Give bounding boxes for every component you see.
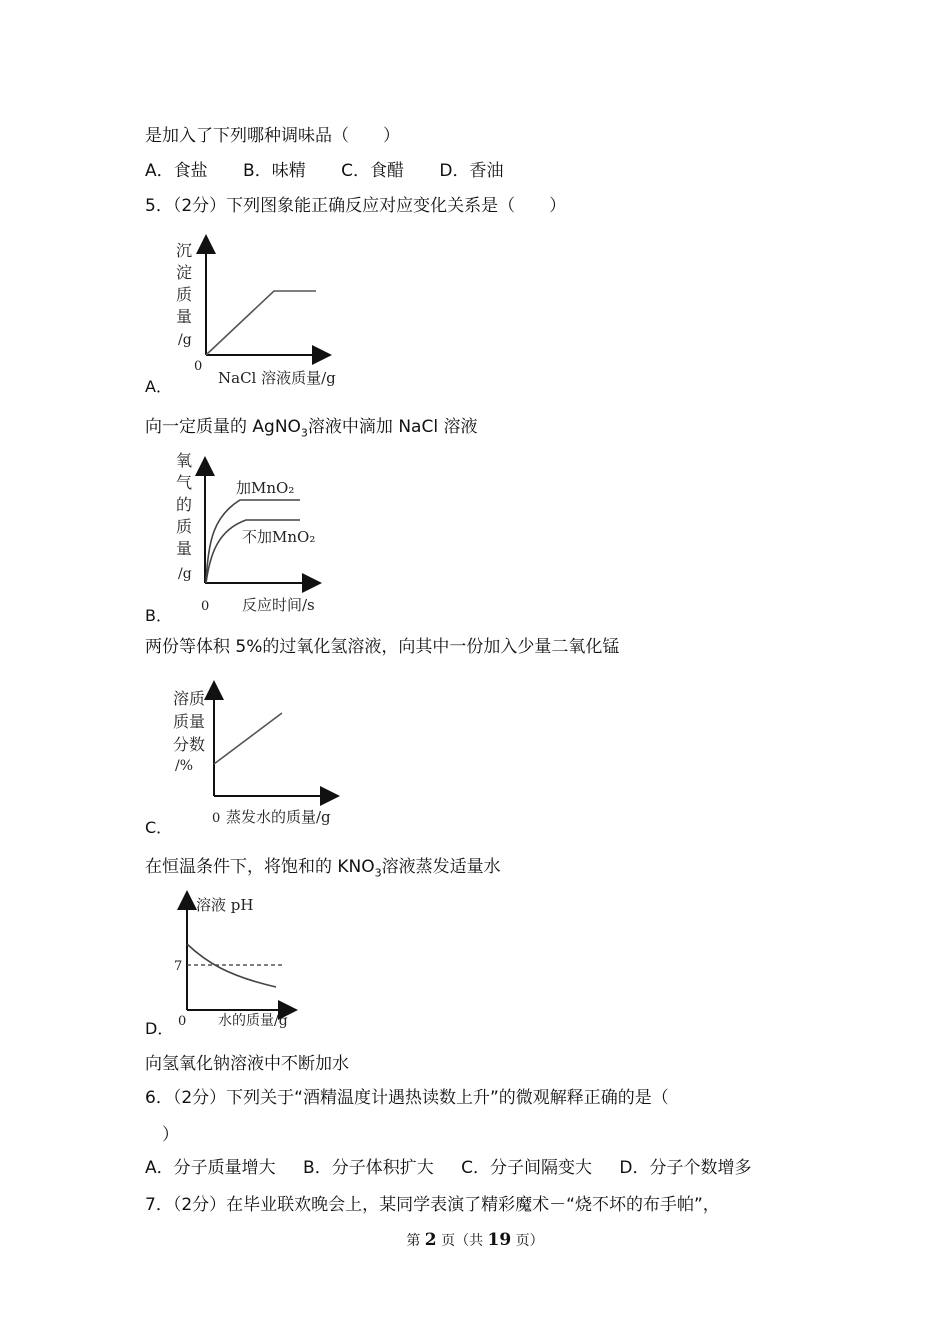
figure-d-origin: 0 — [178, 1014, 187, 1029]
q5-option-b-desc: 两份等体积 5%的过氧化氢溶液，向其中一份加入少量二氧化锰 — [145, 637, 620, 657]
figure-c-xlabel: 蒸发水的质量/g — [226, 808, 331, 826]
q4-stem-tail: 是加入了下列哪种调味品（ ） — [145, 126, 400, 146]
q5-option-b-letter: B． — [145, 606, 172, 625]
figure-b-origin: 0 — [201, 599, 210, 614]
q4-option-d: D．香油 — [439, 161, 504, 181]
q5-figure-a — [170, 238, 350, 388]
figure-c-desc-pre: 在恒温条件下，将饱和的 KNO — [145, 857, 375, 877]
page-footer — [0, 1230, 950, 1250]
q7-stem: 7．（2分）在毕业联欢晚会上，某同学表演了精彩魔术－“烧不坏的布手帕”， — [145, 1195, 720, 1215]
figure-c-ylabel-unit: /% — [175, 758, 194, 774]
q6-option-b: B．分子体积扩大 — [303, 1158, 434, 1178]
figure-a-ylabel-4: 量 — [176, 307, 193, 326]
figure-a-curve — [206, 291, 316, 355]
figure-c-ylabel-3: 分数 — [173, 735, 206, 754]
figure-a-graph — [170, 238, 350, 388]
q5-option-d-desc: 向氢氧化钠溶液中不断加水 — [145, 1054, 349, 1074]
figure-b-ylabel-2: 气 — [176, 473, 193, 492]
q5-figure-d — [170, 890, 310, 1035]
q5-figure-b — [170, 450, 350, 620]
figure-b-graph — [170, 450, 350, 620]
figure-b-ylabel-5: 量 — [176, 539, 193, 558]
figure-b-label-with-mno2: 加MnO₂ — [236, 479, 295, 497]
q5-option-a-letter: A． — [145, 377, 172, 396]
q5-stem: 5．（2分）下列图象能正确反应对应变化关系是（ ） — [145, 196, 567, 216]
footer-mid: 页（共 — [436, 1233, 488, 1249]
figure-b-xlabel: 反应时间/s — [242, 596, 315, 614]
q4-option-b: B．味精 — [243, 161, 306, 181]
q5-option-c-desc — [145, 856, 501, 884]
figure-a-origin: 0 — [194, 359, 203, 374]
figure-c-desc-sub: 3 — [374, 866, 382, 880]
figure-b-label-without-mno2: 不加MnO₂ — [242, 528, 316, 546]
figure-a-xlabel: NaCl 溶液质量/g — [218, 369, 336, 387]
figure-a-desc-sub: 3 — [300, 426, 308, 440]
figure-b-ylabel-3: 的 — [176, 495, 193, 514]
figure-c-ylabel-1: 溶质 — [173, 689, 206, 708]
figure-c-graph — [170, 678, 355, 828]
q5-option-a-desc — [145, 416, 477, 444]
q6-stem-cont: ） — [162, 1125, 179, 1145]
q5-option-d-letter: D． — [145, 1019, 174, 1038]
figure-b-ylabel-unit: /g — [178, 566, 192, 582]
footer-pre: 第 — [406, 1233, 425, 1249]
figure-d-ylabel: 溶液 pH — [196, 896, 254, 914]
figure-a-ylabel-unit: /g — [178, 332, 192, 348]
figure-b-ylabel-1: 氧 — [176, 451, 193, 470]
figure-d-graph — [170, 890, 310, 1035]
q4-option-a: A．食盐 — [145, 161, 208, 181]
footer-total-pages: 19 — [487, 1230, 512, 1250]
figure-d-ytick-7: 7 — [174, 959, 183, 974]
q6-option-c: C．分子间隔变大 — [461, 1158, 592, 1178]
figure-a-desc-pre: 向一定质量的 AgNO — [145, 417, 301, 437]
figure-c-origin: 0 — [212, 811, 221, 826]
footer-page-number: 2 — [424, 1230, 437, 1250]
footer-post: 页） — [511, 1233, 544, 1249]
figure-c-ylabel-2: 质量 — [173, 712, 206, 731]
figure-c-curve — [214, 713, 282, 764]
q6-option-d: D．分子个数增多 — [619, 1158, 752, 1178]
q6-stem: 6．（2分）下列关于“酒精温度计遇热读数上升”的微观解释正确的是（ — [145, 1088, 669, 1108]
figure-c-desc-post: 溶液蒸发适量水 — [381, 857, 501, 877]
figure-a-desc-post: 溶液中滴加 NaCl 溶液 — [307, 417, 478, 437]
q6-options — [145, 1157, 752, 1179]
figure-b-ylabel-4: 质 — [176, 517, 193, 536]
figure-a-ylabel-3: 质 — [176, 285, 193, 304]
q4-option-c: C．食醋 — [341, 161, 404, 181]
q5-option-c-letter: C． — [145, 818, 173, 837]
q4-options — [145, 160, 534, 182]
q5-figure-c — [170, 678, 355, 828]
figure-a-ylabel-2: 淀 — [176, 263, 193, 282]
q6-option-a: A．分子质量增大 — [145, 1158, 276, 1178]
figure-d-xlabel: 水的质量/g — [218, 1013, 288, 1029]
figure-a-ylabel-1: 沉 — [176, 241, 193, 260]
